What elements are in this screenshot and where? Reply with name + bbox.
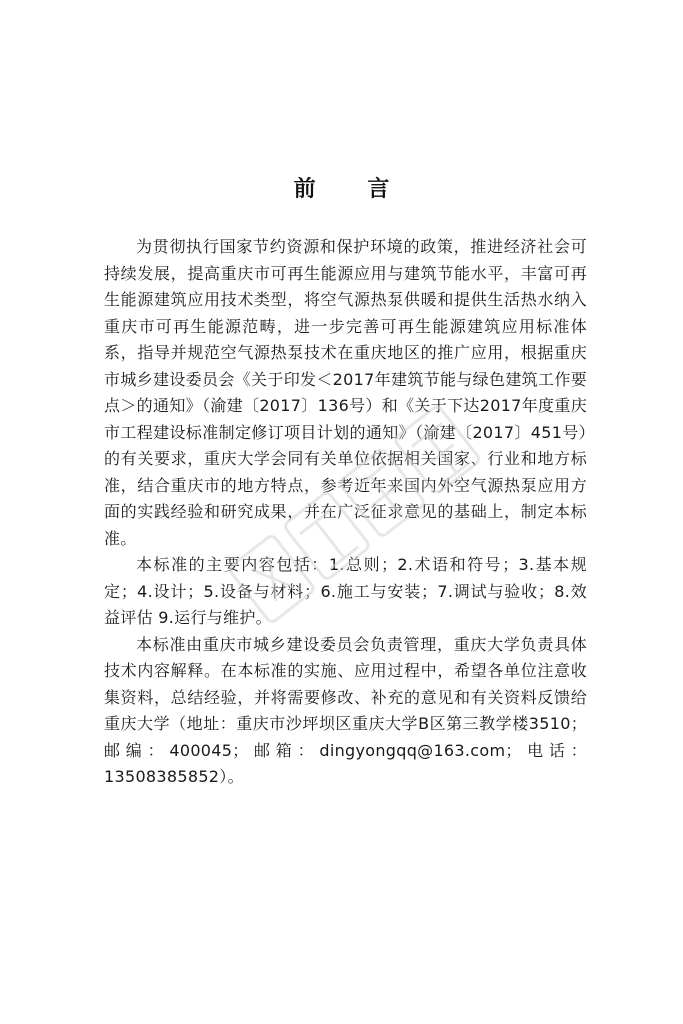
paragraph-management: 本标准由重庆市城乡建设委员会负责管理，重庆大学负责具体技术内容解释。在本标准的实施、应用过程中，希望各单位注意收集资料，总结经验，并将需要修改、补充的意见和有关资料反馈给重庆大学（地址：重庆市沙坪坝区重庆大学B区第三教学楼3510；邮编：400045；邮箱：dingyongqq@163.com；电话：13508385852）。 [104,634,587,786]
paragraph-contents: 本标准的主要内容包括：1.总则；2.术语和符号；3.基本规定；4.设计；5.设备与材料；6.施工与安装；7.调试与验收；8.效益评估 9.运行与维护。 [104,555,587,627]
body-text [104,234,587,791]
page-title: 前 言 [293,176,412,202]
paragraph-purpose: 为贯彻执行国家节约资源和保护环境的政策，推进经济社会可持续发展，提高重庆市可再生能源应用与建筑节能水平，丰富可再生能源建筑应用技术类型，将空气源热泵供暖和提供生活热水纳入重庆市可再生能源范畴，进一步完善可再生能源建筑应用标准体系，指导并规范空气源热泵技术在重庆地区的推广应用，根据重庆市城乡建设委员会《关于印发＜2017年建筑节能与绿色建筑工作要点＞的通知》（渝建〔2017〕136号）和《关于下达2017年度重庆市工程建设标准制定修订项目计划的通知》（渝建〔2017〕451号）的有关要求，重庆大学会同有关单位依据相关国家、行业和地方标准，结合重庆市的地方特点，参考近年来国内外空气源热泵应用方面的实践经验和研究成果，并在广泛征求意见的基础上，制定本标准。 [104,237,587,548]
